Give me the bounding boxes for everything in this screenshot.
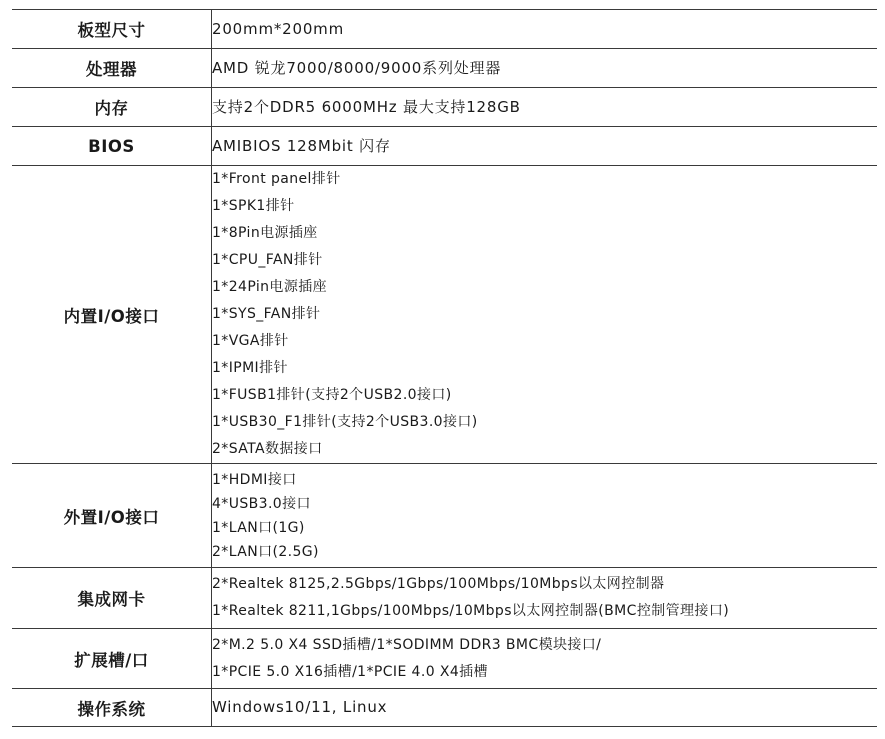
value-line: 2*LAN口(2.5G): [212, 543, 319, 560]
value-line: 1*CPU_FAN排针: [212, 252, 323, 268]
value-line: 1*IPMI排针: [212, 360, 288, 376]
value-line: 1*USB30_F1排针(支持2个USB3.0接口): [212, 414, 478, 430]
value-line: 2*SATA数据接口: [212, 441, 323, 457]
row-label-memory: 内存: [12, 88, 212, 127]
row-value-expansion: [212, 629, 878, 689]
value-line: AMD 锐龙7000/8000/9000系列处理器: [212, 58, 502, 77]
row-label-network: 集成网卡: [12, 568, 212, 629]
value-line: 1*FUSB1排针(支持2个USB2.0接口): [212, 387, 452, 403]
table-row: [12, 49, 877, 88]
row-label-expansion: 扩展槽/口: [12, 629, 212, 689]
value-line: 1*SPK1排针: [212, 198, 295, 214]
row-label-board-size: 板型尺寸: [12, 10, 212, 49]
value-line: 4*USB3.0接口: [212, 495, 311, 512]
value-line: 1*HDMI接口: [212, 471, 297, 488]
value-line: 1*8Pin电源插座: [212, 225, 318, 241]
value-line: 200mm*200mm: [212, 19, 345, 38]
table-row: [12, 629, 877, 689]
row-label-external-io: 外置I/O接口: [12, 464, 212, 568]
row-value-network: [212, 568, 878, 629]
value-line: AMIBIOS 128Mbit 闪存: [212, 136, 391, 155]
row-value-memory: [212, 88, 878, 127]
table-row: [12, 10, 877, 49]
row-label-os: 操作系统: [12, 689, 212, 727]
row-value-internal-io: [212, 166, 878, 464]
table-row: [12, 127, 877, 166]
row-label-processor: 处理器: [12, 49, 212, 88]
value-line: 1*24Pin电源插座: [212, 279, 328, 295]
table-row: [12, 88, 877, 127]
row-value-external-io: [212, 464, 878, 568]
value-line: 支持2个DDR5 6000MHz 最大支持128GB: [212, 97, 521, 116]
value-line: 1*Realtek 8211,1Gbps/100Mbps/10Mbps以太网控制器(BMC控制管理接口): [212, 603, 730, 619]
table-row: [12, 464, 877, 568]
value-line: 1*Front panel排针: [212, 171, 341, 187]
row-value-board-size: [212, 10, 878, 49]
table-row: [12, 689, 877, 727]
row-label-bios: BIOS: [12, 127, 212, 166]
row-value-os: [212, 689, 878, 727]
spec-table: [12, 9, 877, 727]
table-row: [12, 166, 877, 464]
value-line: 2*M.2 5.0 X4 SSD插槽/1*SODIMM DDR3 BMC模块接口/: [212, 636, 602, 653]
value-line: 1*SYS_FAN排针: [212, 306, 321, 322]
value-line: 2*Realtek 8125,2.5Gbps/1Gbps/100Mbps/10Mbps以太网控制器: [212, 576, 665, 592]
row-label-internal-io: 内置I/O接口: [12, 166, 212, 464]
value-line: 1*LAN口(1G): [212, 519, 305, 536]
row-value-bios: [212, 127, 878, 166]
value-line: 1*PCIE 5.0 X16插槽/1*PCIE 4.0 X4插槽: [212, 663, 488, 680]
row-value-processor: [212, 49, 878, 88]
value-line: Windows10/11, Linux: [212, 698, 388, 716]
value-line: 1*VGA排针: [212, 333, 289, 349]
table-row: [12, 568, 877, 629]
